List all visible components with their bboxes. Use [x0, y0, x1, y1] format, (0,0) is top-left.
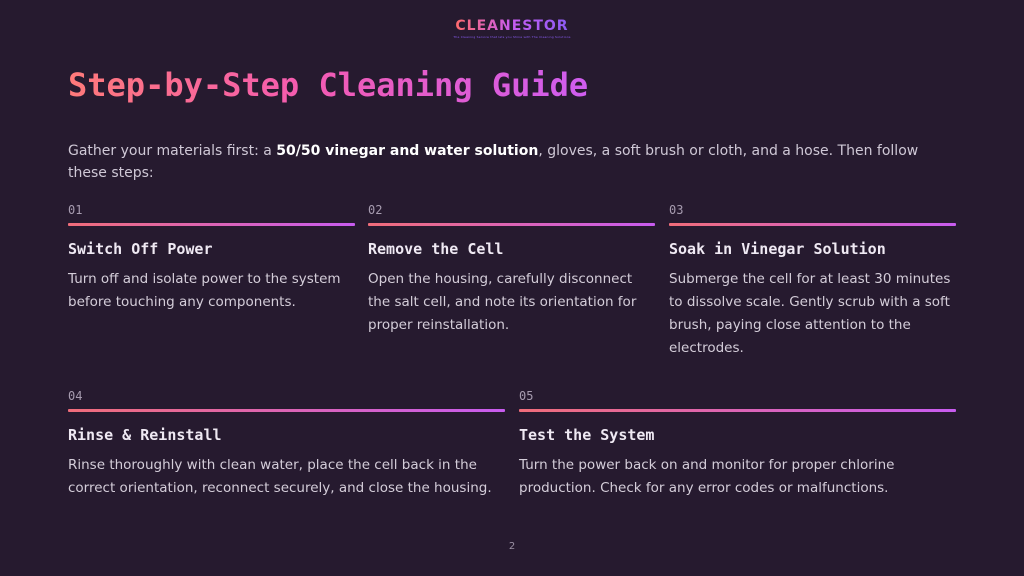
page-title: Step-by-Step Cleaning Guide: [68, 66, 589, 104]
logo-tagline: The Cleaning Service that lets you Shine with The Cleaning Solutions: [453, 35, 571, 39]
step-title: Test the System: [519, 426, 655, 444]
step-4: [68, 389, 505, 500]
intro-text-bold: 50/50 vinegar and water solution: [276, 143, 539, 159]
logo-wordmark: CLEANESTOR: [455, 18, 569, 34]
step-divider: [669, 223, 956, 226]
step-5: [519, 389, 956, 500]
step-title: Switch Off Power: [68, 240, 213, 258]
step-description: Submerge the cell for at least 30 minutes to dissolve scale. Gently scrub with a soft brush, paying close attention to the electrodes.: [669, 271, 951, 356]
step-3: [669, 203, 956, 360]
step-description: Rinse thoroughly with clean water, place the cell back in the correct orientation, reconnect securely, and close the housing.: [68, 457, 492, 496]
step-divider: [519, 409, 956, 412]
step-1: [68, 203, 355, 314]
step-number: 04: [68, 389, 83, 403]
step-description: Open the housing, carefully disconnect the salt cell, and note its orientation for proper reinstallation.: [368, 271, 637, 333]
step-title: Rinse & Reinstall: [68, 426, 222, 444]
page-number: 2: [508, 541, 516, 552]
step-2: [368, 203, 655, 337]
step-description: Turn the power back on and monitor for proper chlorine production. Check for any error codes or malfunctions.: [519, 457, 895, 496]
step-number: 02: [368, 203, 383, 217]
intro-text-after: , gloves, a soft brush or cloth, and a hose. Then follow these steps:: [68, 143, 919, 181]
step-divider: [68, 223, 355, 226]
step-number: 03: [669, 203, 684, 217]
step-divider: [368, 223, 655, 226]
intro-text-before: Gather your materials first: a: [68, 143, 277, 159]
step-title: Remove the Cell: [368, 240, 504, 258]
step-number: 05: [519, 389, 534, 403]
intro-paragraph: [68, 140, 948, 184]
step-title: Soak in Vinegar Solution: [669, 240, 886, 258]
step-number: 01: [68, 203, 83, 217]
step-divider: [68, 409, 505, 412]
step-description: Turn off and isolate power to the system before touching any components.: [68, 271, 341, 310]
logo: [0, 15, 1024, 39]
